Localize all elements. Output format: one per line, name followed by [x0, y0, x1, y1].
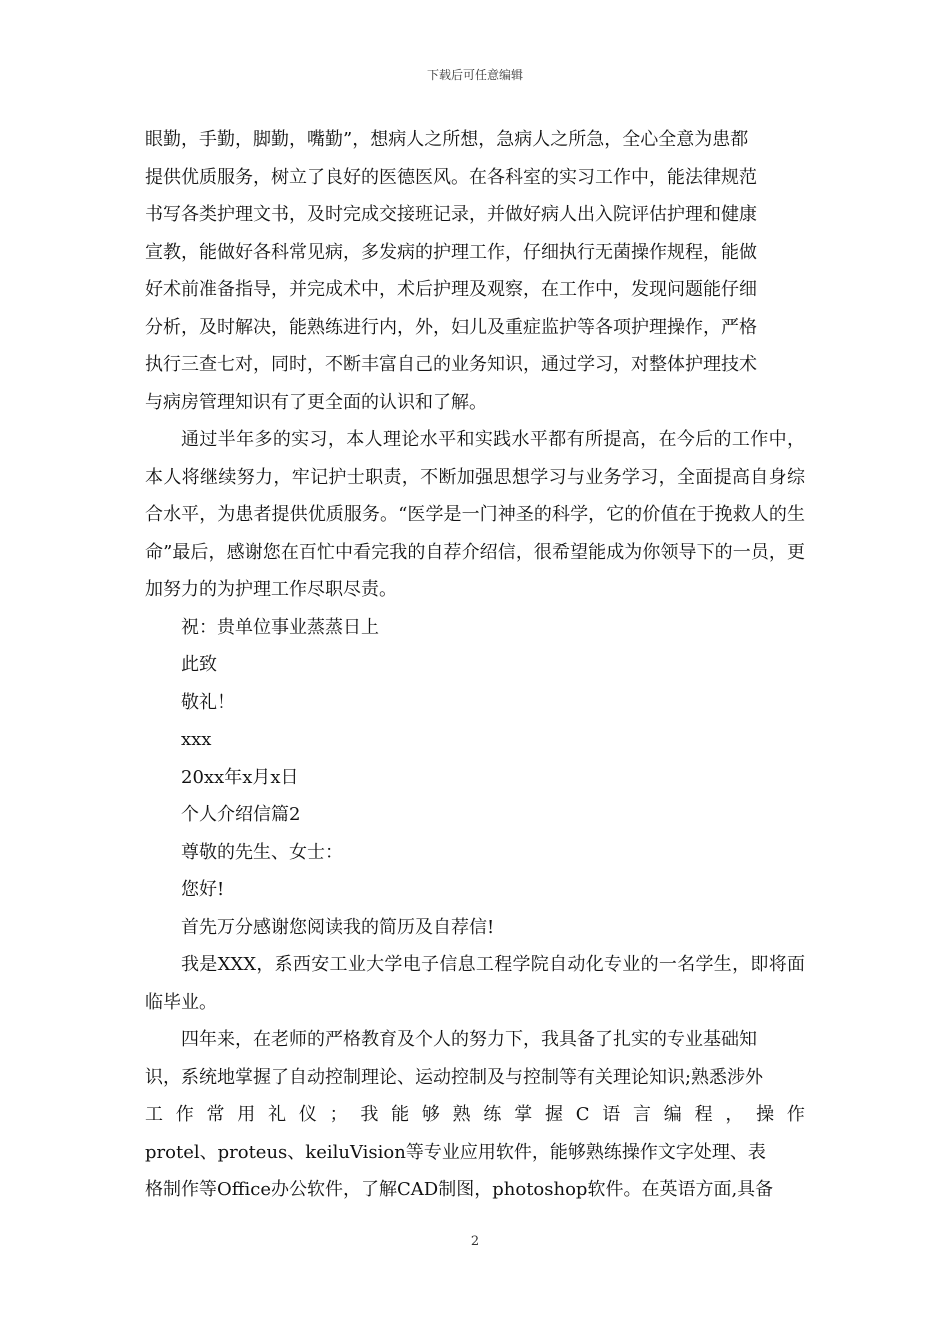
spread-token: C [575, 1104, 590, 1125]
spread-token: 用 [237, 1104, 256, 1125]
text-line: 好术前准备指导，并完成术中，术后护理及观察，在工作中，发现问题能仔细 [145, 279, 757, 300]
spread-token: 礼 [268, 1104, 287, 1125]
text-line: 提供优质服务，树立了良好的医德医风。在各科室的实习工作中，能法律规范 [145, 166, 757, 188]
spread-token: 能 [391, 1104, 410, 1125]
paragraph-2: 通过半年多的实习，本人理论水平和实践水平都有所提高，在今后的工作中，本人将继续努力，牢记护士职责，不断加强思想学习与业务学习，全面提高自身综合水平，为患者提供优质服务。“医学是一门神圣的科学，它的价值在于挽救人的生命”最后，感谢您在百忙中看完我的自荐介绍信，很希望能成为你领导下的一员，更加努力的为护理工作尽职尽责。 [145, 429, 805, 600]
greeting: 您好! [181, 879, 225, 900]
page-header: 下载后可任意编辑 [426, 68, 523, 82]
spread-token: 握 [544, 1104, 563, 1125]
text-line: 眼勤，手勤，脚勤，嘴勤”，想病人之所想，急病人之所急，全心全意为患都 [145, 129, 749, 150]
paragraph-1 [145, 121, 805, 421]
document-body [145, 121, 805, 1209]
text-line: 执行三查七对，同时，不断丰富自己的业务知识，通过学习，对整体护理技术 [145, 354, 757, 375]
spread-token: 程 [694, 1104, 713, 1125]
paragraph-3: 我是XXX，系西安工业大学电子信息工程学院自动化专业的一名学生，即将面临毕业。 [145, 954, 805, 1013]
spread-token: 作 [786, 1104, 805, 1125]
thanks-line: 首先万分感谢您阅读我的简历及自荐信! [181, 916, 495, 938]
page-number: 2 [470, 1234, 480, 1249]
spread-token: 作 [175, 1104, 194, 1125]
spread-token: 言 [633, 1104, 652, 1125]
text-line [145, 1096, 805, 1134]
spread-token: 我 [360, 1104, 379, 1125]
spread-token: 操 [756, 1104, 775, 1125]
spread-token: 编 [663, 1104, 682, 1125]
text-line: 分析，及时解决，能熟练进行内，外，妇儿及重症监护等各项护理操作，严格 [145, 316, 757, 338]
spread-token: 工 [145, 1104, 163, 1125]
spread-token: 语 [602, 1104, 621, 1125]
salutation: 尊敬的先生、女士： [181, 841, 343, 863]
signature: xxx [181, 729, 212, 750]
text-line: 四年来，在老师的严格教育及个人的努力下，我具备了扎实的专业基础知 [181, 1029, 757, 1050]
blessing-line: 祝：贵单位事业蒸蒸日上 [181, 616, 379, 638]
text-line: 与病房管理知识有了更全面的认识和了解。 [145, 391, 487, 413]
closing-line-1: 此致 [181, 654, 217, 675]
spread-token: 仪 [298, 1104, 317, 1125]
text-line: 识，系统地掌握了自动控制理论、运动控制及与控制等有关理论知识;熟悉涉外 [145, 1066, 764, 1088]
text-line: 宣教，能做好各科常见病，多发病的护理工作，仔细执行无菌操作规程，能做 [145, 241, 757, 263]
paragraph-4 [145, 1021, 805, 1209]
spread-token: 熟 [452, 1104, 471, 1125]
spread-token: 常 [206, 1104, 225, 1125]
spread-token: 练 [483, 1104, 502, 1125]
text-line: protel、proteus、keiluVision等专业应用软件，能够熟练操作文字处理、表 [145, 1141, 766, 1163]
text-line: 书写各类护理文书，及时完成交接班记录，并做好病人出入院评估护理和健康 [145, 204, 757, 225]
text-line: 格制作等Office办公软件，了解CAD制图，photoshop软件。在英语方面,具备 [145, 1179, 774, 1200]
section-title: 个人介绍信篇2 [181, 804, 301, 825]
spread-token: 掌 [514, 1104, 533, 1125]
spread-token: ， [725, 1104, 744, 1125]
spread-token: 够 [421, 1104, 440, 1125]
closing-line-2: 敬礼！ [181, 691, 235, 713]
spread-token: ； [329, 1104, 348, 1125]
date-line: 20xx年x月x日 [181, 766, 299, 788]
